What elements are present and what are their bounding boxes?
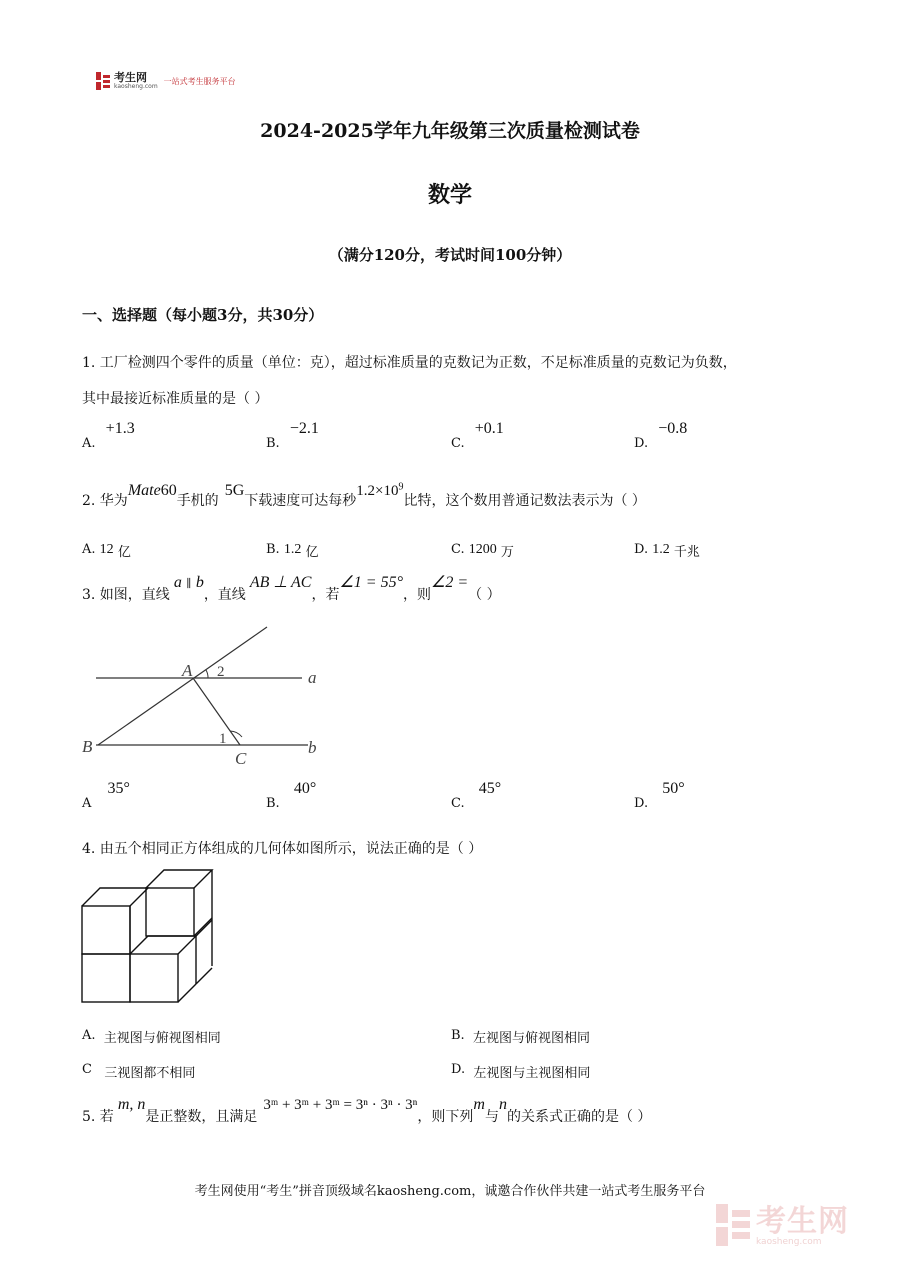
- label-1: 1: [219, 731, 227, 747]
- label-2: 2: [217, 664, 225, 680]
- watermark-icon: [716, 1204, 750, 1250]
- label-C: C: [235, 749, 247, 768]
- q4-text: 4. 由五个相同正方体组成的几何体如图所示，说法正确的是（ ）: [82, 841, 483, 857]
- logo-name: 考生网: [114, 71, 147, 84]
- label-A: A: [182, 661, 193, 680]
- q1-option-a: A. +1.3: [82, 420, 135, 451]
- subject-title: 数学: [427, 182, 472, 208]
- q2-option-c: C. 1200 万: [451, 542, 514, 560]
- watermark-logo: [716, 1204, 849, 1250]
- q4-option-b: B. 左视图与俯视图相同: [451, 1028, 590, 1046]
- q1-option-d: D. −0.8: [634, 420, 688, 451]
- logo-icon: [96, 72, 110, 90]
- footer-text: 考生网使用“考生”拼音顶级域名kaosheng.com，诚邀合作伙伴共建一站式考生服务平台: [194, 1184, 706, 1199]
- label-b: b: [308, 738, 317, 757]
- q1-text-2: 其中最接近标准质量的是（ ）: [82, 391, 269, 407]
- exam-title: 2024-2025学年九年级第三次质量检测试卷: [260, 120, 640, 142]
- q4-option-d: D. 左视图与主视图相同: [451, 1062, 591, 1081]
- line-ab-extended: [98, 627, 267, 745]
- q4-option-c: C 三视图都不相同: [82, 1062, 196, 1081]
- q2-option-d: D. 1.2 千兆: [634, 542, 700, 560]
- logo-domain: kaosheng.com: [114, 83, 158, 90]
- q3-geometry-figure: [80, 624, 325, 769]
- q3-option-a: A 35°: [82, 780, 130, 811]
- q3-option-c: C. 45°: [451, 780, 502, 811]
- q2-option-a: A. 12 亿: [82, 542, 131, 560]
- watermark-domain: kaosheng.com: [756, 1237, 822, 1247]
- watermark-name: 考生网: [756, 1204, 849, 1239]
- q3-option-d: D. 50°: [634, 780, 685, 811]
- q4-cube-figure: [80, 868, 216, 1004]
- q5-text: 5. 若m, n是正整数，且满足3ᵐ + 3ᵐ + 3ᵐ = 3ⁿ · 3ⁿ · 3ⁿ，则下列m与n的关系式正确的是（ ）: [82, 1096, 652, 1125]
- logo-slogan: 一站式考生服务平台: [163, 76, 236, 86]
- q2-option-b: B. 1.2 亿: [266, 542, 319, 560]
- q3-option-b: B. 40°: [266, 780, 317, 811]
- q4-option-a: A. 主视图与俯视图相同: [82, 1028, 221, 1046]
- line-ac: [193, 678, 240, 745]
- header-logo: [96, 72, 236, 90]
- label-B: B: [82, 737, 93, 756]
- score-note: （满分120分，考试时间100分钟）: [328, 246, 572, 264]
- label-a: a: [308, 668, 317, 687]
- q1-option-b: B. −2.1: [266, 420, 319, 451]
- q3-text: 3. 如图，直线a ∥ b，直线AB ⊥ AC，若∠1 = 55°，则∠2 =（ ）: [82, 574, 501, 603]
- q1-text-1: 1. 工厂检测四个零件的质量（单位：克），超过标准质量的克数记为正数，不足标准质量的克数记为负数，: [82, 355, 737, 371]
- angle-2-arc: [206, 670, 208, 678]
- section-heading: 一、选择题（每小题3分，共30分）: [82, 306, 324, 324]
- q1-option-c: C. +0.1: [451, 420, 504, 451]
- q2-text: 2. 华为Mate60手机的5G下载速度可达每秒$1.2\times 10^9$比特，这个数用普通记数法表示为（ ）: [82, 481, 646, 509]
